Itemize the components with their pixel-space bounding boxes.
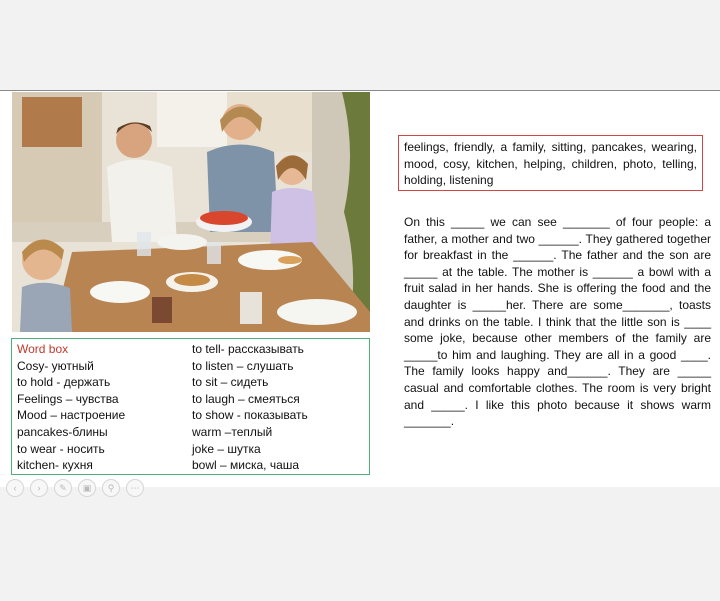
- word-box-entry: Mood – настроение: [17, 408, 126, 423]
- word-box-entry: to sit – сидеть: [192, 375, 269, 390]
- word-box-entry: Feelings – чувства: [17, 391, 119, 406]
- family-breakfast-photo: [12, 92, 370, 332]
- word-box-entry: Cosy- уютный: [17, 358, 94, 373]
- word-box: [11, 338, 370, 475]
- fill-in-passage: On this _____ we can see _______ of four people: a father, a mother and two ______. They gathered together for breakfast in the ______. The father and the son are _____ at the table. The mother is ______ a bowl with a fruit salad in her hands. She is offering the food and the daughter is _____her. There are some_______, toasts and drinks on the table. I think that the little son is ____ some joke, because other members of the family are _____to him and laughing. They are all in a good ____. The family looks happy and______. They are _____ casual and comfortable clothes. The room is very bright and _____. I like this photo because it shows warm _______.: [404, 215, 711, 429]
- word-box-entry: to show - показывать: [192, 408, 308, 423]
- slide-toolbar: [6, 479, 144, 495]
- back-icon[interactable]: ‹: [6, 479, 24, 497]
- more-icon[interactable]: ⋯: [126, 479, 144, 497]
- word-box-entry: to listen – слушать: [192, 358, 294, 373]
- word-box-title: Word box: [17, 342, 69, 356]
- forward-icon[interactable]: ›: [30, 479, 48, 497]
- word-box-entry: kitchen- кухня: [17, 458, 93, 473]
- word-box-entry: bowl – миска, чаша: [192, 458, 300, 473]
- search-icon[interactable]: ⚲: [102, 479, 120, 497]
- word-box-entry: to wear - носить: [17, 441, 105, 456]
- word-box-entry: to laugh – смеяться: [192, 391, 300, 406]
- word-box-left-column: [17, 341, 125, 474]
- slides-icon[interactable]: ▣: [78, 479, 96, 497]
- word-box-entry: joke – шутка: [192, 441, 261, 456]
- word-box-entry: pancakes-блины: [17, 424, 108, 439]
- word-box-right-column: [192, 341, 308, 474]
- word-list-box: feelings, friendly, a family, sitting, pancakes, wearing, mood, cosy, kitchen, helping, children, photo, telling, holding, listening: [398, 135, 703, 191]
- pen-icon[interactable]: ✎: [54, 479, 72, 497]
- word-box-entry: to tell- рассказывать: [192, 342, 304, 356]
- word-box-entry: warm –теплый: [192, 424, 273, 439]
- word-box-entry: to hold - держать: [17, 375, 111, 390]
- slide: [0, 90, 720, 493]
